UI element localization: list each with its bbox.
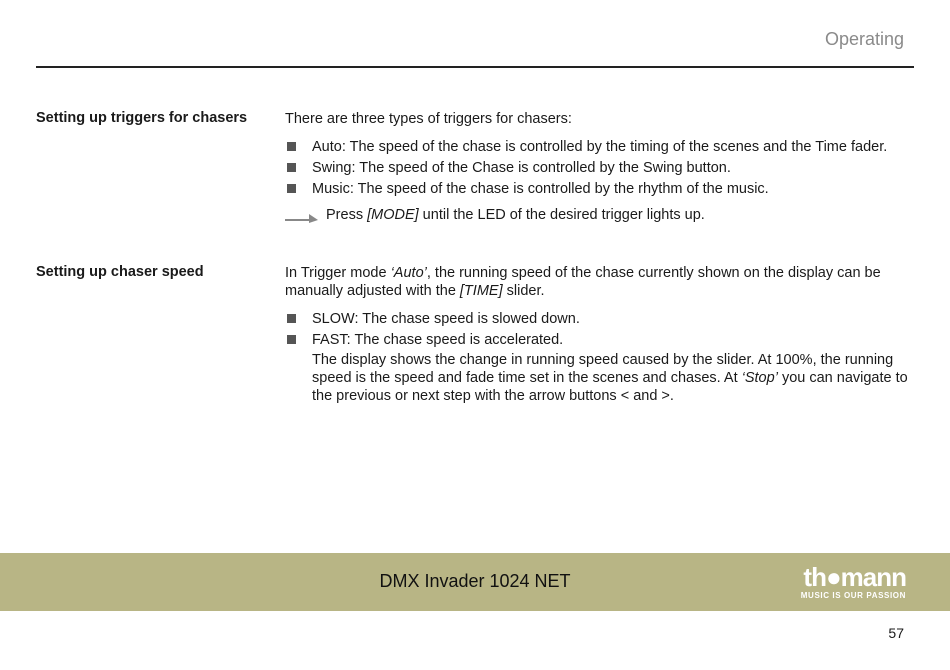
speed-heading: Setting up chaser speed — [36, 264, 204, 280]
bullet-square-icon — [287, 163, 296, 172]
bullet-square-icon — [287, 184, 296, 193]
bullet-square-icon — [287, 314, 296, 323]
bullet-square-icon — [287, 142, 296, 151]
time-key-label: [TIME] — [459, 283, 503, 299]
triggers-body — [285, 110, 915, 224]
list-item: Music: The speed of the chase is controlled by the rhythm of the music. — [285, 180, 915, 198]
list-item: FAST: The chase speed is accelerated. — [285, 331, 915, 349]
page-number: 57 — [888, 625, 904, 641]
header-rule — [36, 66, 914, 68]
list-item: Auto: The speed of the chase is controlled by the timing of the scenes and the Time fader. — [285, 138, 915, 156]
mode-key-label: [MODE] — [367, 207, 419, 223]
product-title: DMX Invader 1024 NET — [379, 571, 571, 591]
bullet-square-icon — [287, 335, 296, 344]
list-item: Swing: The speed of the Chase is controlled by the Swing button. — [285, 159, 915, 177]
list-item: SLOW: The chase speed is slowed down. — [285, 310, 915, 328]
triggers-intro: There are three types of triggers for chasers: — [285, 111, 572, 127]
speed-note: The display shows the change in running speed caused by the slider. At 100%, the running speed is the speed and fade time set in the scenes and chases. At ‘Stop’ you can navigate to the previous or next step with the arrow buttons < and >. — [312, 352, 908, 404]
triggers-heading: Setting up triggers for chasers — [36, 110, 248, 126]
section-title: Operating — [824, 29, 904, 49]
speed-intro: In Trigger mode ‘Auto’, the running speed of the chase currently shown on the display can be manually adjusted with the [TIME] slider. — [285, 265, 881, 299]
thomann-logo: th●mann MUSIC IS OUR PASSION — [800, 562, 906, 600]
instruction-step: Press [MODE] until the LED of the desired trigger lights up. — [285, 206, 915, 224]
arrow-right-icon — [285, 211, 319, 223]
speed-body — [285, 264, 915, 405]
footer-band — [0, 553, 950, 611]
